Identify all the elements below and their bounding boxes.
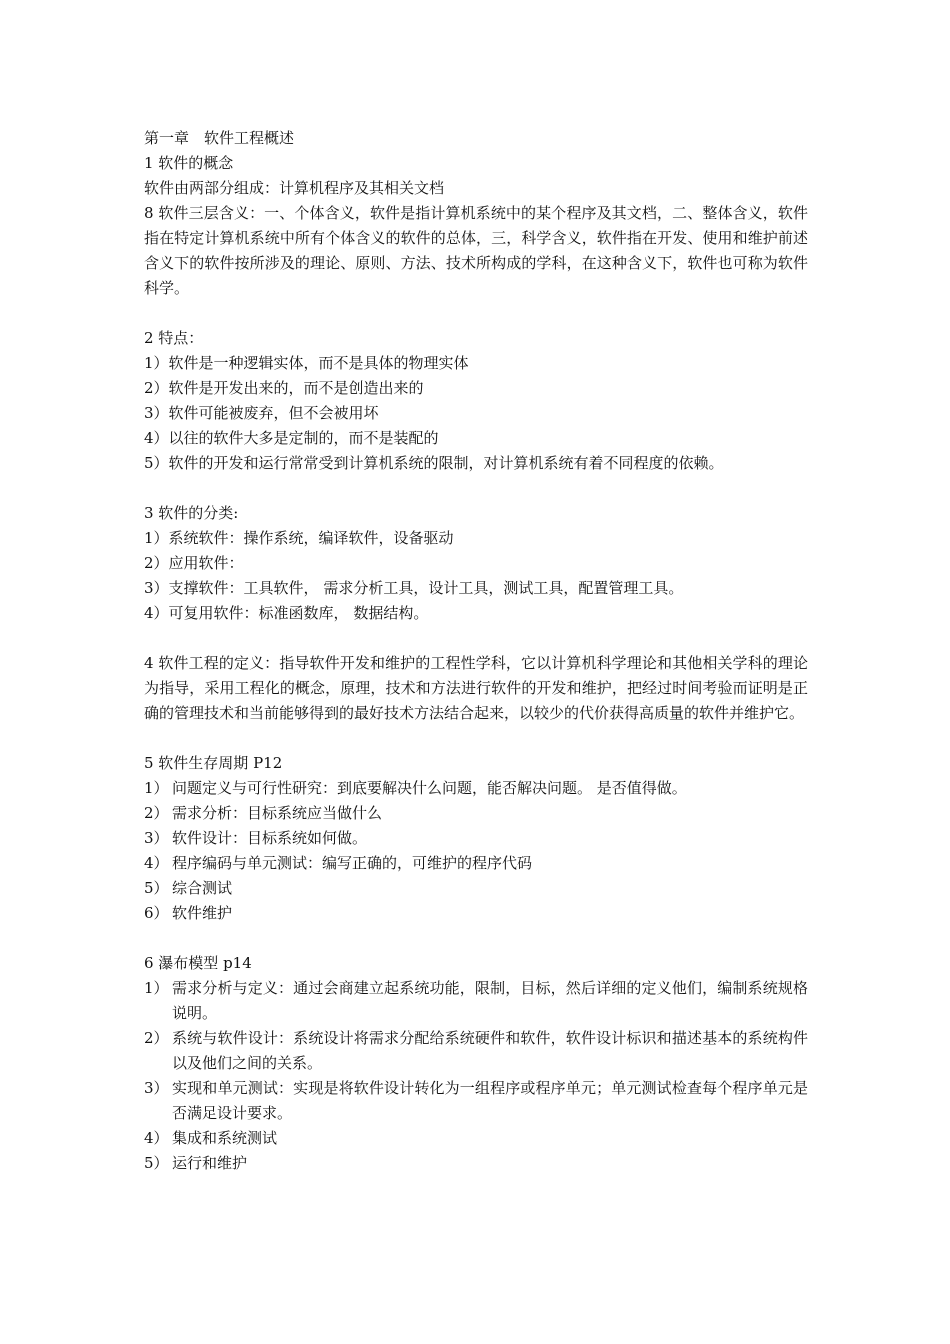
section-5-heading: 5 软件生存周期 P12 xyxy=(144,754,283,772)
list-number: 2） xyxy=(144,804,169,822)
list-number: 3） xyxy=(144,1079,169,1097)
list-item xyxy=(144,1126,808,1151)
list-item: 2）应用软件： xyxy=(144,554,244,572)
list-item: 4）以往的软件大多是定制的，而不是装配的 xyxy=(144,429,439,447)
list-item xyxy=(144,1026,808,1076)
list-item xyxy=(144,801,808,826)
list-number: 4） xyxy=(144,1129,169,1147)
spacer xyxy=(144,926,808,951)
list-item xyxy=(144,1076,808,1126)
list-text: 集成和系统测试 xyxy=(172,1129,278,1147)
list-text: 需求分析：目标系统应当做什么 xyxy=(172,804,383,822)
list-item: 4）可复用软件：标准函数库， 数据结构。 xyxy=(144,604,429,622)
list-item: 2）软件是开发出来的，而不是创造出来的 xyxy=(144,379,424,397)
list-item xyxy=(144,876,808,901)
list-text: 运行和维护 xyxy=(172,1154,248,1172)
section-6-heading: 6 瀑布模型 p14 xyxy=(144,954,252,972)
spacer xyxy=(144,626,808,651)
list-number: 1） xyxy=(144,779,169,797)
list-number: 5） xyxy=(144,879,169,897)
chapter-title: 第一章 软件工程概述 xyxy=(144,129,295,147)
section-4-paragraph: 4 软件工程的定义：指导软件开发和维护的工程性学科，它以计算机科学理论和其他相关学科的理论为指导，采用工程化的概念，原理，技术和方法进行软件的开发和维护，把经过时间考验而证明是正确的管理技术和当前能够得到的最好技术方法结合起来，以较少的代价获得高质量的软件并维护它。 xyxy=(144,654,808,722)
list-text: 综合测试 xyxy=(172,879,233,897)
list-item: 1）软件是一种逻辑实体，而不是具体的物理实体 xyxy=(144,354,469,372)
list-text: 程序编码与单元测试：编写正确的，可维护的程序代码 xyxy=(172,854,533,872)
list-text: 软件设计：目标系统如何做。 xyxy=(172,829,368,847)
list-item xyxy=(144,851,808,876)
list-number: 4） xyxy=(144,854,169,872)
list-item: 1）系统软件：操作系统，编译软件，设备驱动 xyxy=(144,529,454,547)
spacer xyxy=(144,301,808,326)
list-item xyxy=(144,776,808,801)
list-text: 系统与软件设计：系统设计将需求分配给系统硬件和软件，软件设计标识和描述基本的系统构件以及他们之间的关系。 xyxy=(172,1029,808,1072)
list-number: 5） xyxy=(144,1154,169,1172)
section-1-heading: 1 软件的概念 xyxy=(144,154,234,172)
list-item: 5）软件的开发和运行常常受到计算机系统的限制，对计算机系统有着不同程度的依赖。 xyxy=(144,454,724,472)
list-text: 实现和单元测试：实现是将软件设计转化为一组程序或程序单元；单元测试检查每个程序单元是否满足设计要求。 xyxy=(172,1079,808,1122)
section-1-paragraph: 8 软件三层含义：一、个体含义，软件是指计算机系统中的某个程序及其文档，二、整体含义，软件指在特定计算机系统中所有个体含义的软件的总体，三，科学含义，软件指在开发、使用和维护前述含义下的软件按所涉及的理论、原则、方法、技术所构成的学科，在这种含义下，软件也可称为软件科学。 xyxy=(144,204,808,297)
document-body xyxy=(144,126,808,1176)
list-number: 1） xyxy=(144,979,169,997)
list-text: 需求分析与定义：通过会商建立起系统功能，限制，目标，然后详细的定义他们，编制系统规格说明。 xyxy=(172,979,808,1022)
list-item: 3）支撑软件：工具软件， 需求分析工具，设计工具，测试工具，配置管理工具。 xyxy=(144,579,684,597)
list-item xyxy=(144,826,808,851)
list-text: 软件维护 xyxy=(172,904,233,922)
list-text: 问题定义与可行性研究：到底要解决什么问题，能否解决问题。 是否值得做。 xyxy=(172,779,687,797)
section-3-heading: 3 软件的分类: xyxy=(144,504,239,522)
spacer xyxy=(144,726,808,751)
list-number: 2） xyxy=(144,1029,169,1047)
section-1-line: 软件由两部分组成：计算机程序及其相关文档 xyxy=(144,179,445,197)
list-item: 3）软件可能被废弃，但不会被用坏 xyxy=(144,404,379,422)
list-number: 3） xyxy=(144,829,169,847)
list-number: 6） xyxy=(144,904,169,922)
list-item xyxy=(144,976,808,1026)
section-2-heading: 2 特点： xyxy=(144,329,204,347)
spacer xyxy=(144,476,808,501)
list-item xyxy=(144,901,808,926)
list-item xyxy=(144,1151,808,1176)
